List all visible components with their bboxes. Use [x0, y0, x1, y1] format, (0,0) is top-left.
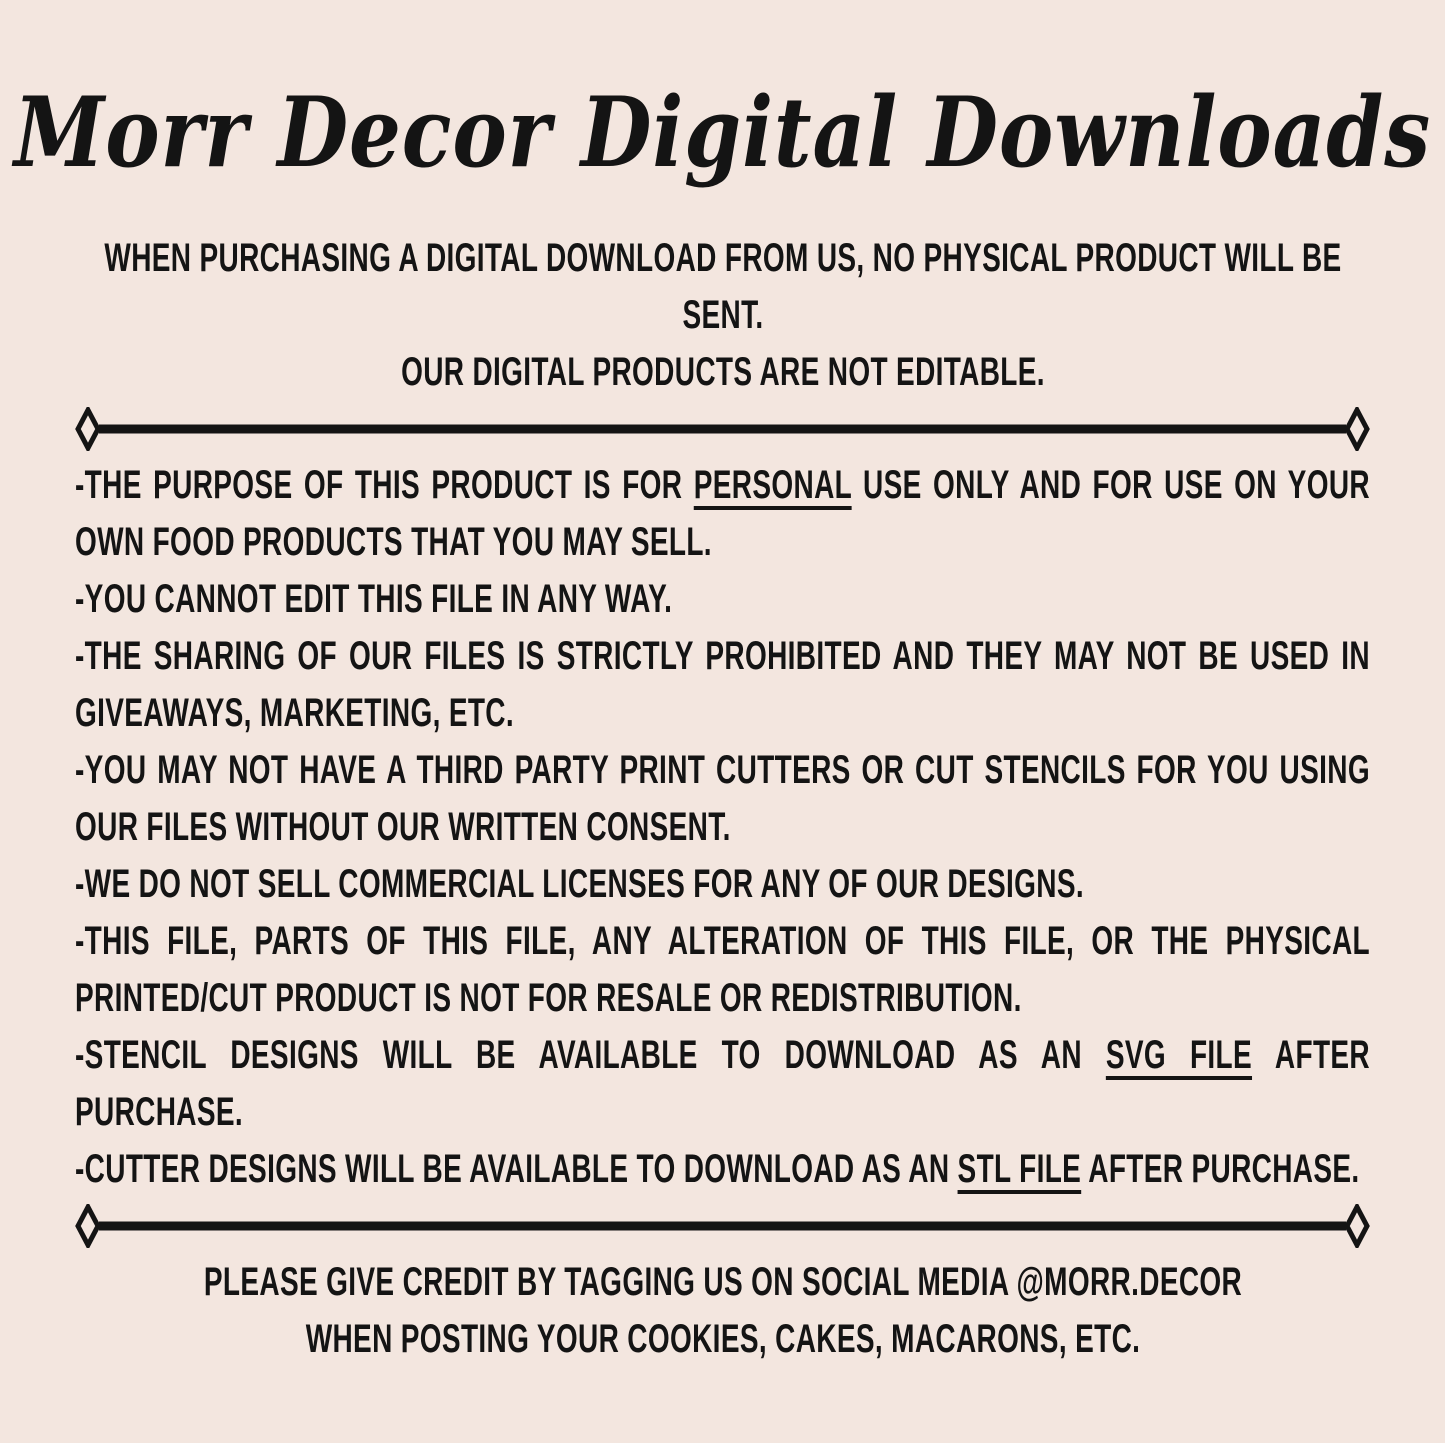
term-item	[75, 1141, 1370, 1198]
page-title: Morr Decor Digital Downloads	[14, 75, 1431, 189]
term-text: -STENCIL DESIGNS WILL BE AVAILABLE TO DOWNLOAD AS AN	[75, 1033, 1106, 1077]
diamond-right-icon	[1347, 1207, 1367, 1245]
term-text: -YOU MAY NOT HAVE A THIRD PARTY PRINT CUTTERS OR CUT STENCILS FOR YOU USING OUR FILES WITHOUT OUR WRITTEN CONSENT.	[75, 748, 1370, 849]
term-text: USE ONLY AND FOR USE ON YOUR OWN FOOD PRODUCTS THAT YOU MAY SELL.	[75, 463, 1370, 564]
term-item	[75, 571, 1370, 628]
page-title-wrap	[14, 34, 1431, 230]
term-underlined-text: STL FILE	[957, 1147, 1082, 1191]
footer-line-1: PLEASE GIVE CREDIT BY TAGGING US ON SOCIAL MEDIA @MORR.DECOR	[203, 1260, 1242, 1304]
intro-line-2: OUR DIGITAL PRODUCTS ARE NOT EDITABLE.	[400, 350, 1045, 394]
diamond-left-icon	[78, 410, 98, 448]
divider-top	[75, 407, 1370, 451]
term-underlined-text: PERSONAL	[693, 463, 852, 507]
divider-bottom	[75, 1204, 1370, 1248]
diamond-right-icon	[1347, 410, 1367, 448]
term-item	[75, 628, 1370, 742]
term-item	[75, 856, 1370, 913]
intro-text	[75, 230, 1370, 401]
footer-text	[75, 1254, 1370, 1368]
footer-line-2: WHEN POSTING YOUR COOKIES, CAKES, MACARONS, ETC.	[305, 1317, 1140, 1361]
terms-list	[75, 457, 1370, 1198]
term-text: -THIS FILE, PARTS OF THIS FILE, ANY ALTERATION OF THIS FILE, OR THE PHYSICAL PRINTED/CUT PRODUCT IS NOT FOR RESALE OR REDISTRIBUTION.	[75, 919, 1370, 1020]
intro-line-1: WHEN PURCHASING A DIGITAL DOWNLOAD FROM US, NO PHYSICAL PRODUCT WILL BE SENT.	[103, 236, 1342, 337]
term-text: AFTER PURCHASE.	[75, 1033, 1370, 1134]
term-item	[75, 742, 1370, 856]
term-text: -CUTTER DESIGNS WILL BE AVAILABLE TO DOWNLOAD AS AN	[75, 1147, 958, 1191]
term-text: AFTER PURCHASE.	[1081, 1147, 1360, 1191]
term-text: -THE PURPOSE OF THIS PRODUCT IS FOR	[75, 463, 694, 507]
term-item	[75, 913, 1370, 1027]
term-item	[75, 1027, 1370, 1141]
term-item	[75, 457, 1370, 571]
term-underlined-text: SVG FILE	[1105, 1033, 1253, 1077]
term-text: -THE SHARING OF OUR FILES IS STRICTLY PROHIBITED AND THEY MAY NOT BE USED IN GIVEAWAYS, MARKETING, ETC.	[75, 634, 1370, 735]
diamond-left-icon	[78, 1207, 98, 1245]
term-text: -YOU CANNOT EDIT THIS FILE IN ANY WAY.	[75, 577, 673, 621]
term-text: -WE DO NOT SELL COMMERCIAL LICENSES FOR ANY OF OUR DESIGNS.	[75, 862, 1085, 906]
